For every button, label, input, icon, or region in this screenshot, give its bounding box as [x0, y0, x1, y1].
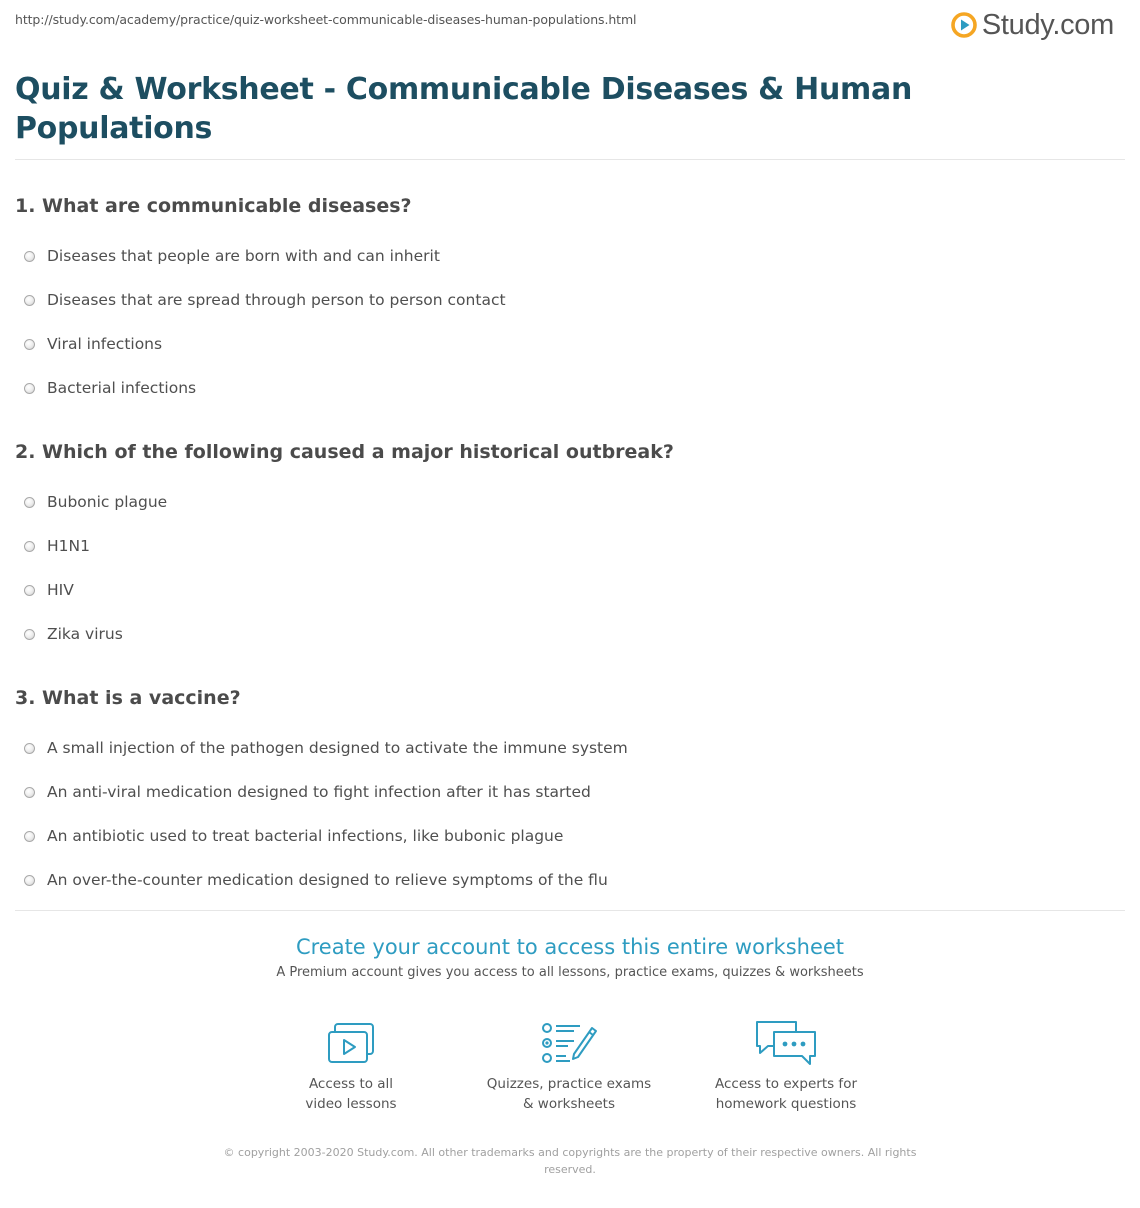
- question-3: [15, 686, 1115, 902]
- question-text: 2. Which of the following caused a major historical outbreak?: [15, 441, 674, 463]
- cta-subtitle: A Premium account gives you access to all lessons, practice exams, quizzes & worksheets: [276, 965, 864, 980]
- feature-experts: [686, 1016, 886, 1114]
- feature-video-lessons: [251, 1016, 451, 1114]
- answer-choice[interactable]: [15, 814, 1115, 858]
- answer-choice[interactable]: [15, 278, 1115, 322]
- study-logo[interactable]: [951, 8, 1114, 42]
- answer-choice[interactable]: [15, 234, 1115, 278]
- radio-button[interactable]: [24, 383, 35, 394]
- choice-label: An anti-viral medication designed to fight infection after it has started: [47, 783, 591, 801]
- feature-label: Access to experts for homework questions: [714, 1076, 857, 1112]
- chat-bubbles-icon: [754, 1018, 818, 1066]
- choice-label: Bacterial infections: [47, 379, 197, 397]
- answer-choice[interactable]: [15, 524, 1115, 568]
- top-bar: [0, 0, 1140, 56]
- title-divider: [15, 159, 1125, 160]
- radio-button[interactable]: [24, 295, 35, 306]
- study-play-logo-icon: [951, 12, 977, 38]
- choice-label: A small injection of the pathogen designed to activate the immune system: [47, 739, 628, 757]
- radio-button[interactable]: [24, 787, 35, 798]
- radio-button[interactable]: [24, 497, 35, 508]
- answer-choice[interactable]: [15, 770, 1115, 814]
- answer-choice[interactable]: [15, 726, 1115, 770]
- question-list: [15, 194, 1115, 932]
- feature-label: Quizzes, practice exams & worksheets: [486, 1076, 652, 1112]
- copyright-text: © copyright 2003-2020 Study.com. All other trademarks and copyrights are the property of their respective owners. All rights reserved.: [223, 1146, 917, 1176]
- video-lessons-icon: [325, 1022, 377, 1066]
- answer-choice[interactable]: [15, 480, 1115, 524]
- choice-label: Bubonic plague: [47, 493, 168, 511]
- radio-button[interactable]: [24, 541, 35, 552]
- answer-choice[interactable]: [15, 858, 1115, 902]
- choice-label: HIV: [47, 581, 74, 599]
- choice-label: Viral infections: [47, 335, 163, 353]
- radio-button[interactable]: [24, 743, 35, 754]
- answer-choice[interactable]: [15, 568, 1115, 612]
- section-divider: [15, 910, 1125, 911]
- question-1: [15, 194, 1115, 410]
- feature-label: Access to all video lessons: [305, 1076, 397, 1112]
- radio-button[interactable]: [24, 251, 35, 262]
- choice-label: Diseases that are spread through person to person contact: [47, 291, 506, 309]
- choice-label: An antibiotic used to treat bacterial infections, like bubonic plague: [47, 827, 564, 845]
- answer-choice[interactable]: [15, 612, 1115, 656]
- choice-label: H1N1: [47, 537, 90, 555]
- radio-button[interactable]: [24, 831, 35, 842]
- quiz-checklist-icon: [540, 1022, 598, 1066]
- choice-label: Zika virus: [47, 625, 123, 643]
- radio-button[interactable]: [24, 629, 35, 640]
- page-title: Quiz & Worksheet - Communicable Diseases & Human Populations: [15, 72, 913, 146]
- choice-label: Diseases that people are born with and can inherit: [47, 247, 440, 265]
- radio-button[interactable]: [24, 875, 35, 886]
- premium-cta: [0, 934, 1140, 982]
- feature-quizzes: [469, 1016, 669, 1114]
- footer: [0, 1144, 1140, 1178]
- page-url: http://study.com/academy/practice/quiz-worksheet-communicable-diseases-human-populations.html: [15, 12, 637, 27]
- radio-button[interactable]: [24, 585, 35, 596]
- logo-text: Study.com: [981, 8, 1114, 41]
- answer-choice[interactable]: [15, 322, 1115, 366]
- question-2: [15, 440, 1115, 656]
- answer-choice[interactable]: [15, 366, 1115, 410]
- question-text: 3. What is a vaccine?: [15, 687, 241, 709]
- create-account-link[interactable]: Create your account to access this entire worksheet: [295, 935, 845, 959]
- radio-button[interactable]: [24, 339, 35, 350]
- choice-label: An over-the-counter medication designed to relieve symptoms of the flu: [47, 871, 608, 889]
- question-text: 1. What are communicable diseases?: [15, 195, 412, 217]
